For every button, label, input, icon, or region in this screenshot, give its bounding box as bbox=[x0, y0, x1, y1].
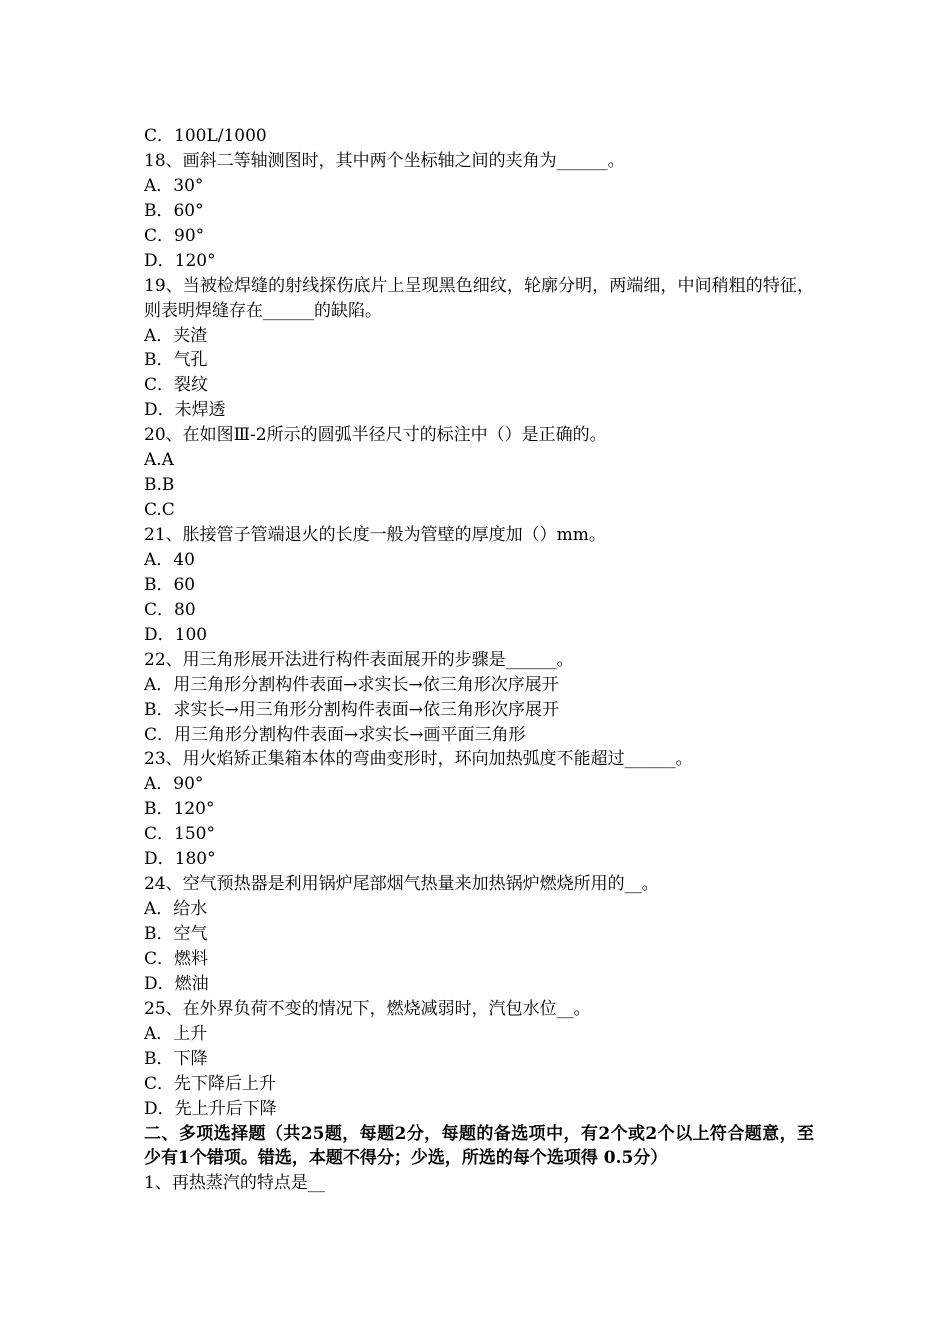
option-line: D．先上升后下降 bbox=[144, 1098, 277, 1119]
option-line: A．40 bbox=[144, 549, 195, 570]
option-line: D．未焊透 bbox=[144, 400, 226, 421]
option-line: C．先下降后上升 bbox=[144, 1073, 277, 1094]
option-line: C．100L/1000 bbox=[144, 126, 267, 146]
option-line: B.B bbox=[144, 475, 175, 496]
question-line: 24、空气预热器是利用锅炉尾部烟气热量来加热锅炉燃烧所用的__。 bbox=[144, 874, 659, 895]
question-line: 20、在如图Ⅲ-2所示的圆弧半径尺寸的标注中（）是正确的。 bbox=[144, 425, 607, 446]
option-line: C．用三角形分割构件表面→求实长→画平面三角形 bbox=[144, 724, 526, 745]
question-line: 21、胀接管子管端退火的长度一般为管壁的厚度加（）mm。 bbox=[144, 525, 606, 546]
option-line: B．60° bbox=[144, 200, 204, 221]
question-line: 19、当被检焊缝的射线探伤底片上呈现黑色细纹，轮廓分明，两端细，中间稍粗的特征，则表明焊缝存在______的缺陷。 bbox=[144, 275, 814, 321]
option-line: B．120° bbox=[144, 799, 215, 820]
question-line: 25、在外界负荷不变的情况下，燃烧减弱时，汽包水位__。 bbox=[144, 998, 591, 1019]
option-line: B．空气 bbox=[144, 924, 208, 945]
option-line: C．150° bbox=[144, 824, 215, 845]
option-line: A．夹渣 bbox=[144, 325, 208, 346]
question-line: 1、再热蒸汽的特点是__ bbox=[144, 1173, 325, 1194]
option-line: A．上升 bbox=[144, 1023, 208, 1044]
option-line: C．燃料 bbox=[144, 948, 209, 969]
option-line: A.A bbox=[144, 450, 174, 471]
option-line: D．燃油 bbox=[144, 973, 209, 994]
document-body bbox=[144, 124, 814, 1196]
option-line: A．90° bbox=[144, 774, 204, 795]
option-line: C．90° bbox=[144, 225, 205, 246]
option-line: A．30° bbox=[144, 175, 204, 196]
option-line: B．60 bbox=[144, 574, 196, 595]
option-line: C.C bbox=[144, 500, 175, 521]
option-line: C．裂纹 bbox=[144, 375, 209, 396]
option-line: A．用三角形分割构件表面→求实长→依三角形次序展开 bbox=[144, 674, 559, 695]
option-line: A．给水 bbox=[144, 899, 208, 920]
question-line: 18、画斜二等轴测图时，其中两个坐标轴之间的夹角为______。 bbox=[144, 150, 625, 171]
option-line: D．180° bbox=[144, 849, 216, 870]
question-line: 23、用火焰矫正集箱本体的弯曲变形时，环向加热弧度不能超过______。 bbox=[144, 749, 693, 770]
option-line: C．80 bbox=[144, 599, 196, 620]
option-line: B．求实长→用三角形分割构件表面→依三角形次序展开 bbox=[144, 699, 559, 720]
option-line: D．100 bbox=[144, 624, 208, 645]
option-line: B．下降 bbox=[144, 1048, 208, 1069]
question-line: 22、用三角形展开法进行构件表面展开的步骤是______。 bbox=[144, 649, 574, 670]
option-line: B．气孔 bbox=[144, 350, 208, 371]
section-heading: 二、多项选择题（共25题，每题2分，每题的备选项中，有2个或2个以上符合题意，至少有1个错项。错选，本题不得分；少选，所选的每个选项得 0.5分） bbox=[144, 1123, 814, 1169]
option-line: D．120° bbox=[144, 250, 216, 271]
